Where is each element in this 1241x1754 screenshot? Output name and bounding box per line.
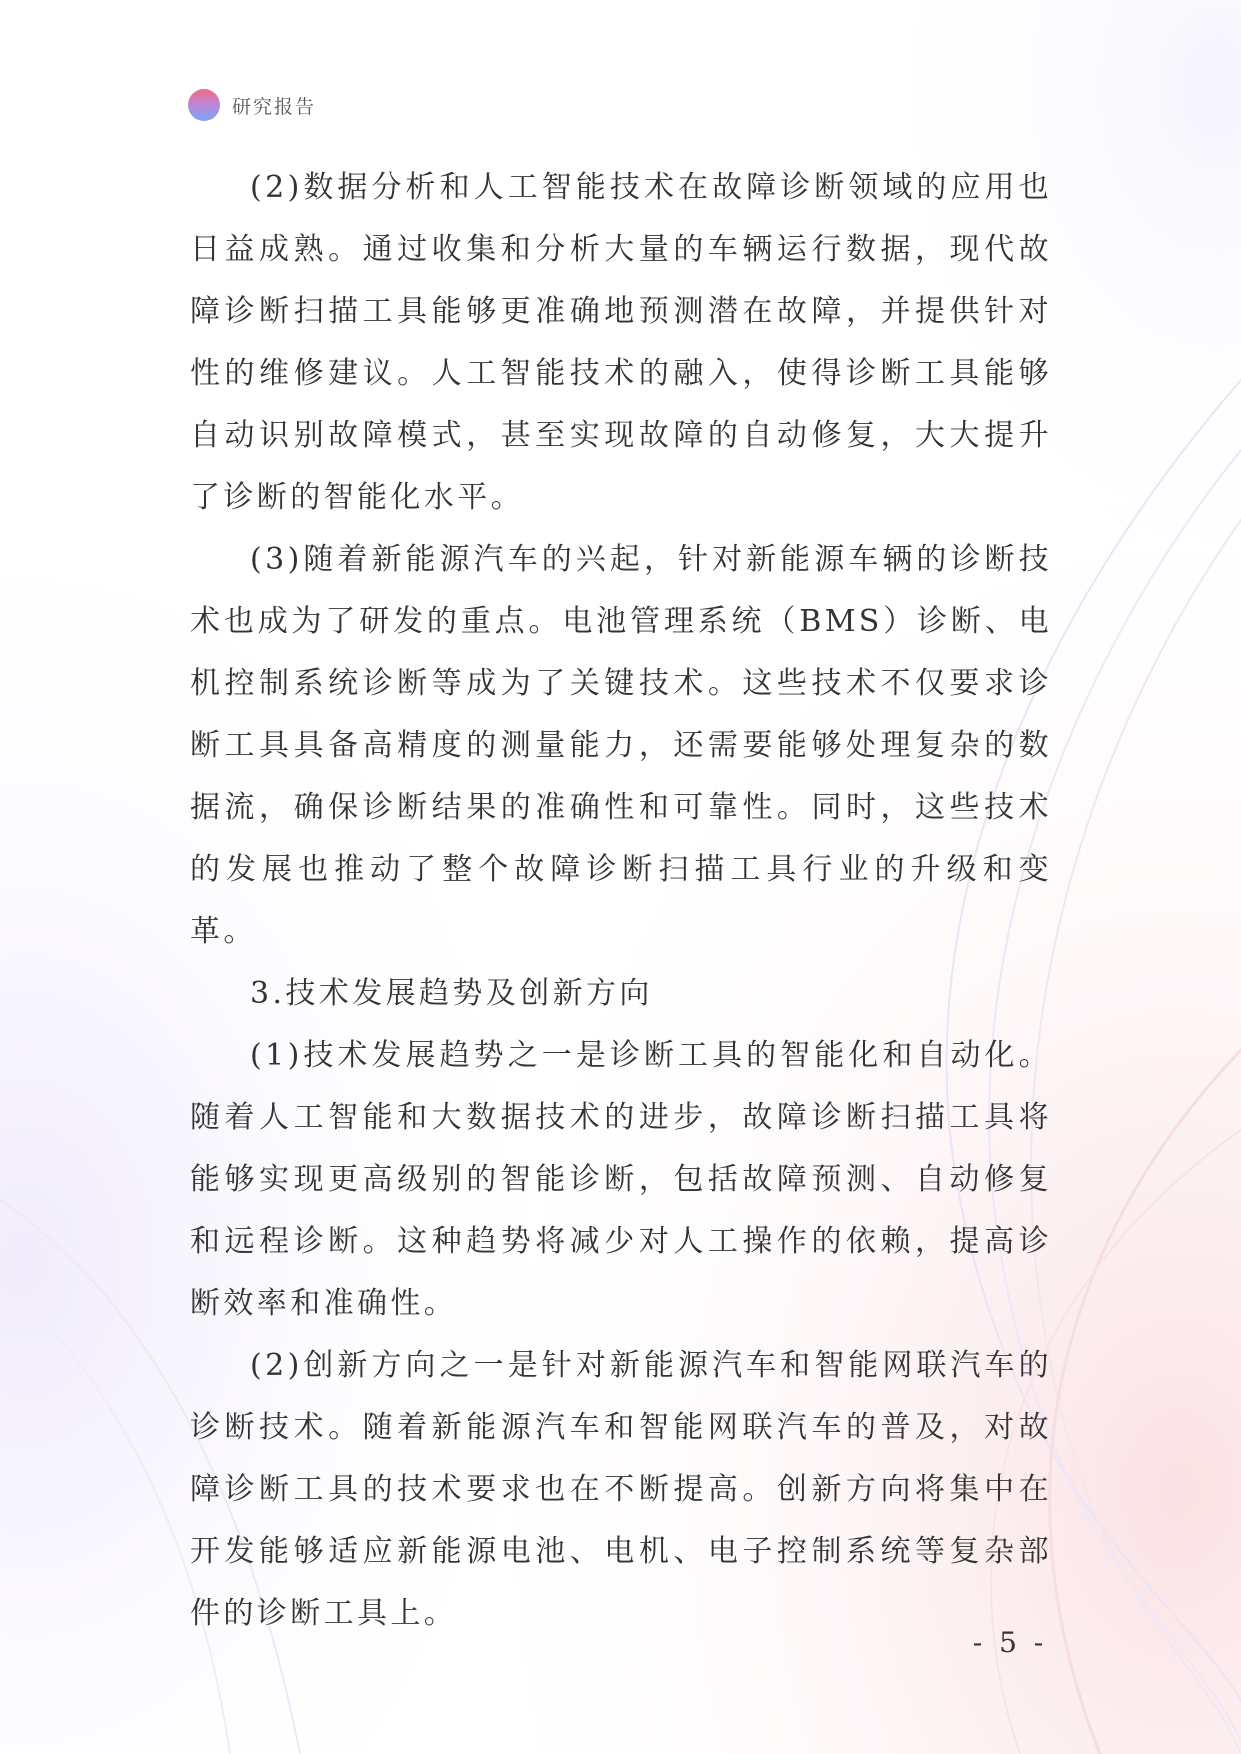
- section-heading: 3.技术发展趋势及创新方向: [250, 976, 653, 1011]
- main-content: [190, 157, 1052, 1645]
- header-title: 研究报告: [232, 95, 317, 118]
- paragraph-2: (2)数据分析和人工智能技术在故障诊断领域的应用也日益成熟。通过收集和分析大量的车辆运行数据，现代故障诊断扫描工具能够更准确地预测潜在故障，并提供针对性的维修建议。人工智能技术的融入，使得诊断工具能够自动识别故障模式，甚至实现故障的自动修复，大大提升了诊断的智能化水平。: [190, 170, 1052, 515]
- paragraph-trend-1: (1)技术发展趋势之一是诊断工具的智能化和自动化。随着人工智能和大数据技术的进步，故障诊断扫描工具将能够实现更高级别的智能诊断，包括故障预测、自动修复和远程诊断。这种趋势将减少对人工操作的依赖，提高诊断效率和准确性。: [190, 1038, 1052, 1321]
- logo-circle-icon: [188, 89, 220, 121]
- paragraph-trend-2: (2)创新方向之一是针对新能源汽车和智能网联汽车的诊断技术。随着新能源汽车和智能网联汽车的普及，对故障诊断工具的技术要求也在不断提高。创新方向将集中在开发能够适应新能源电池、电机、电子控制系统等复杂部件的诊断工具上。: [190, 1348, 1052, 1631]
- paragraph-3: (3)随着新能源汽车的兴起，针对新能源车辆的诊断技术也成为了研发的重点。电池管理系统（BMS）诊断、电机控制系统诊断等成为了关键技术。这些技术不仅要求诊断工具具备高精度的测量能力，还需要能够处理复杂的数据流，确保诊断结果的准确性和可靠性。同时，这些技术的发展也推动了整个故障诊断扫描工具行业的升级和变革。: [190, 542, 1052, 949]
- page-number: - 5 -: [972, 1626, 1048, 1659]
- report-header: [188, 88, 316, 122]
